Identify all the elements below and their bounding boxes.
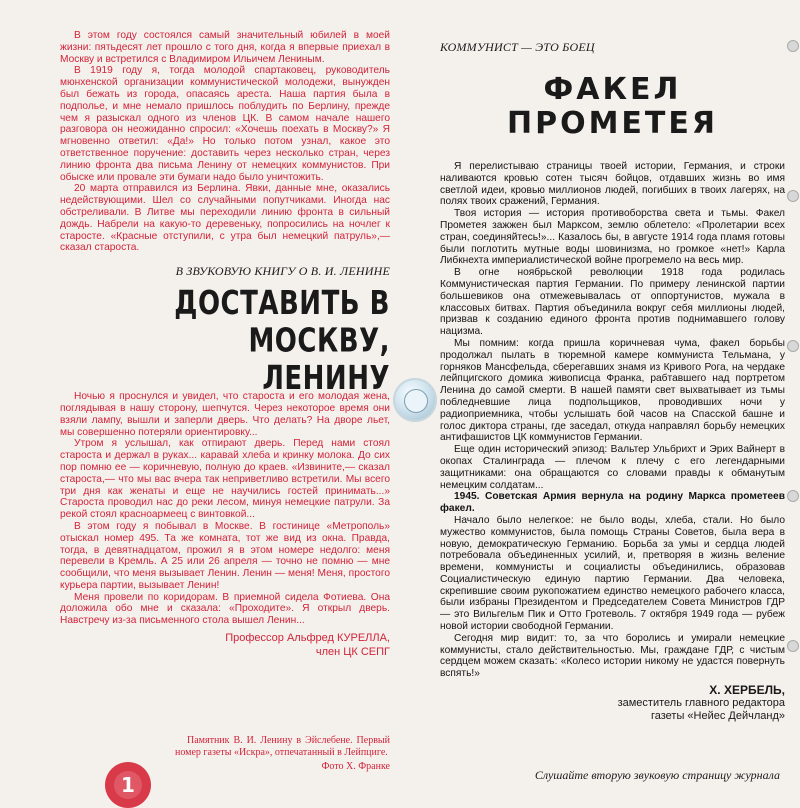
left-signature-name: Профессор Альфред КУРЕЛЛА, — [225, 632, 390, 645]
article-paragraph-8: Сегодня мир видит: то, за что боролись и умирали немецкие коммунисты, стало действительностью. Мы, граждане ГДР, с чистым сердцем можем сказать: «Колесо истории никому не удастся повернуть вспять!» — [440, 632, 785, 680]
article-paragraph-4: Мы помним: когда пришла коричневая чума, факел борьбы продолжал пылать в тюремной камере коммуниста Тельмана, у горняков Мансфельда, сберегавших знамя из Кривого Рога, на чердаке лейпцигского домика живописца Франка, рабтавшего над портретом Ленина до самой смерти. В нашей памяти свет выхватывает из тьмы побледневшие лица подпольщиков, проводивших ночи у радиоприемника, чтобы услышать бой часов на Спасской башне и голос диктора страны, где заседал, откуда направлял борьбу немецких антифашистов ЦК коммунистов Германии. — [440, 337, 785, 444]
right-signature-title-1: заместитель главного редактора — [617, 697, 785, 710]
caption-text: Памятник В. И. Ленину в Эйслебене. Первый номер газеты «Искра», отпечатанный в Лейпциге. — [175, 735, 390, 758]
binding-hole — [787, 490, 799, 502]
right-rubric: КОММУНИСТ — ЭТО БОЕЦ — [440, 40, 595, 54]
record-spindle-icon[interactable] — [393, 378, 437, 422]
article-paragraph-7: Начало было нелегкое: не было воды, хлеба, стали. Но было мужество коммунистов, была помощь Страны Советов, была вера в новую, демократическую Германию. Борьба за умы и сердца людей потребовала объединенных усилий, и, претворяя в жизнь веление времени, коммунисты и социалисты объединились, образовав Социалистическую единую партию Германии. Два человека, скрепившие своим рукопожатием единство немецкого рабочего класса, были избраны Президентом и Председателем Совета Министров ГДР — это Вильгельм Пик и Отто Гротеволь. 7 октября 1949 года — рубеж новой истории свободной Германии. — [440, 514, 785, 633]
intro-paragraph-1: В этом году состоялся самый значительный юбилей в моей жизни: пятьдесят лет прошло с того дня, когда я впервые приехал в Москву и встретился с Владимиром Ильичем Лениным. — [60, 30, 390, 65]
left-column — [60, 30, 390, 659]
left-headline — [60, 285, 390, 398]
disc-number: 1 — [121, 773, 135, 797]
record-label-icon[interactable] — [105, 762, 151, 808]
article-paragraph-2: Твоя история — история противоборства света и тьмы. Факел Прометея зажжен был Марксом, землю облетело: «Пролетарии всех стран, соединяйтесь!»... Казалось бы, в августе 1914 года пламя готовы были поглотить мутные воды шовинизма, но громкое «нет!» Карла Либкнехта империалистической войне прогремело на весь мир. — [440, 208, 785, 267]
binding-hole — [787, 640, 799, 652]
binding-hole — [787, 340, 799, 352]
binding-hole — [787, 190, 799, 202]
intro-paragraph-3: 20 марта отправился из Берлина. Явки, данные мне, оказались недействующими. Шел со случайными попутчиками. Иногда нас обстреливали. В Литве мы переходили линию фронта в сильный дождь. Набрели на какую-то деревеньку, попросились на ночлег к старосте. «Красные отступили, с утра был немецкий патруль»,— сказал староста. — [60, 183, 390, 254]
photo-credit: Фото Х. Франке — [321, 761, 390, 772]
footer-note: Слушайте вторую звуковую страницу журнала — [534, 768, 780, 782]
left-signature-title: член ЦК СЕПГ — [315, 646, 390, 659]
right-signature-name: Х. ХЕРБЕЛЬ, — [709, 683, 785, 698]
photo-caption — [175, 735, 390, 773]
right-column — [440, 30, 785, 723]
story-paragraph-3: В этом году я побывал в Москве. В гостинице «Метрополь» отыскал номер 495. Та же комната, тот же вид из окна. Правда, тогда, в девятнадцатом, прожил я в этом номере недолго: меня перевели в Кремль. А 25 или 26 апреля — точно не помню — мне сообщили, что меня вызывает Ленин. Ленин — меня! Меня, простого курьера партии, вызывает Ленин! — [60, 520, 390, 591]
story-paragraph-1: Ночью я проснулся и увидел, что староста и его молодая жена, поглядывая в нашу сторону, шепчутся. Через некоторое время они взяли лампу, вышли и заперли дверь. Что делать? На дворе льет, мы совершенно потеряли ориентировку... — [60, 391, 390, 438]
intro-paragraph-2: В 1919 году я, тогда молодой спартаковец, руководитель мюнхенской организации коммунистической молодежи, вынужден был бежать из города, опасаясь ареста. Наша партия была в подполье, и мне немало пришлось поблудить по Берлину, прежде чем я разыскал одного из членов ЦК. В самом начале нашего разговора он неожиданно спросил: «Хочешь поехать в Москву?» Я мгновенно ответил: «Да!» Но только потом узнал, какое это ответственное поручение: доставить через несколько стран, через линию фронта два письма Ленину от немецких коммунистов. При обыске или провале эти бумаги надо было уничтожить. — [60, 65, 390, 183]
left-headline-line-2: ЛЕНИНУ — [262, 360, 390, 398]
article-paragraph-5: Еще один исторический эпизод: Вальтер Ульбрихт и Эрих Вайнерт в окопах Сталинграда — плечом к плечу с его легендарными защитниками: она обращаются со словами правды к обманутым немецким солдатам... — [440, 444, 785, 491]
binding-strip — [784, 0, 800, 801]
right-headline: ФАКЕЛ ПРОМЕТЕЯ — [506, 72, 718, 141]
record-label-center — [114, 771, 142, 799]
binding-hole — [787, 40, 799, 52]
article-paragraph-3: В огне ноябрьской революции 1918 года родилась Коммунистическая партия Германии. По примеру ленинской партии большевиков она отмежевывалась от оппортунистов, мужала в классовых битвах. Партия объединила вокруг себя миллионы людей, призвав к созданию единого фронта против поднимавшего голову нацизма. — [440, 267, 785, 338]
left-rubric: В ЗВУКОВУЮ КНИГУ О В. И. ЛЕНИНЕ — [175, 264, 390, 279]
story-paragraph-2: Утром я услышал, как отпирают дверь. Перед нами стоял староста и держал в руках... каравай хлеба и кринку молока. До сих пор помню ее — коричневую, полную до краев. «Извините,— сказал староста,— что мы вас вчера так неприветливо встретили. Мы всего три дня как женаты и еще не научились гостей принимать...» Староста проводил нас до реки лесом, минуя немецкие патрули. За рекой стоял красноармеец с винтовкой... — [60, 438, 390, 521]
article-paragraph-6: 1945. Советская Армия вернула на родину Маркса прометеев факел. — [440, 491, 785, 515]
story-paragraph-4: Меня провели по коридорам. В приемной сидела Фотиева. Она доложила обо мне и сказала: «Проходите». Я открыл дверь. Навстречу из-за письменного стола вышел Ленин... — [60, 591, 390, 627]
left-headline-line-1: ДОСТАВИТЬ В МОСКВУ, — [174, 285, 390, 361]
right-signature-title-2: газеты «Нейес Дейчланд» — [650, 710, 785, 723]
spindle-hole — [404, 389, 428, 413]
article-paragraph-1: Я перелистываю страницы твоей истории, Германия, и строки наливаются кровью сотен тысяч бойцов, отдавших жизнь во имя светлой идеи, кровью миллионов людей, погибших в твоих лагерях, на полях твоих сражений, Германия. — [440, 161, 785, 208]
